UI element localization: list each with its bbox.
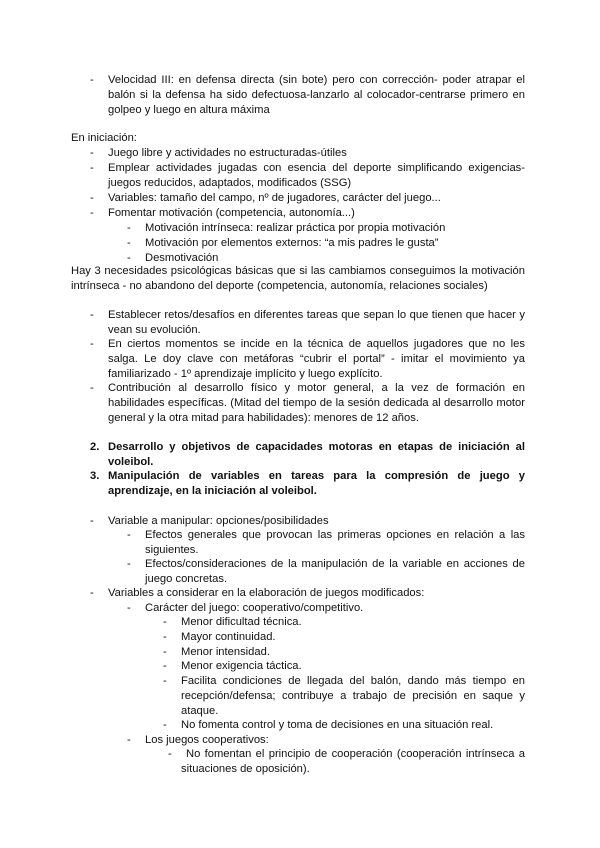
- bullet-dash: -: [127, 237, 131, 249]
- velocidad-iii-item: Velocidad III: en defensa directa (sin bote) pero con corrección- poder atrapar el balón si la defensa ha sido defectuosa-lanzarlo al colocador-centrarse primero en golpeo y luego en altura máxima: [108, 74, 525, 116]
- necesidades-paragraph: Hay 3 necesidades psicológicas básicas que si las cambiamos conseguimos la motivación intrínseca - no abandono del deporte (competencia, autonomía, relaciones sociales): [71, 265, 525, 292]
- iniciacion-item: Variables: tamaño del campo, nº de jugadores, carácter del juego...: [108, 192, 441, 204]
- bullet-dash: -: [90, 207, 94, 219]
- motivacion-subitem: Motivación intrínseca: realizar práctica por propia motivación: [145, 222, 446, 234]
- bullet-dash: -: [90, 162, 94, 174]
- considerar-item: Variables a considerar en la elaboración de juegos modificados:: [108, 587, 425, 599]
- block2-item: Establecer retos/desafíos en diferentes tareas que sepan lo que tienen que hacer y vean su evolución.: [108, 309, 525, 336]
- bullet-dash: -: [127, 529, 131, 541]
- iniciacion-item: Juego libre y actividades no estructuradas-útiles: [108, 147, 347, 159]
- variable-item: Variable a manipular: opciones/posibilidades: [108, 515, 329, 527]
- bullet-dash: -: [90, 74, 94, 86]
- caracter-subitem: Mayor continuidad.: [181, 631, 276, 643]
- bullet-dash: -: [163, 719, 167, 731]
- caracter-subitem: No fomenta control y toma de decisiones en una situación real.: [181, 719, 494, 731]
- bullet-dash: -: [90, 309, 94, 321]
- bullet-dash: -: [127, 558, 131, 570]
- motivacion-subitem: Desmotivación: [145, 252, 219, 264]
- bullet-dash: -: [163, 660, 167, 672]
- bullet-dash: -: [90, 587, 94, 599]
- bullet-dash: -: [163, 675, 167, 687]
- bullet-dash: -: [127, 222, 131, 234]
- variable-subitem: Efectos generales que provocan las primeras opciones en relación a las siguientes.: [145, 529, 525, 556]
- caracter-subitem: Menor exigencia táctica.: [181, 660, 302, 672]
- iniciacion-item: Emplear actividades jugadas con esencia del deporte simplificando exigencias-juegos reducidos, adaptados, modificados (SSG): [108, 162, 525, 189]
- caracter-subitem: Menor intensidad.: [181, 646, 270, 658]
- block2-item: Contribución al desarrollo físico y motor general, a la vez de formación en habilidades específicas. (Mitad del tiempo de la sesión dedicada al desarrollo motor general y la otra mitad para habilidades): menores de 12 años.: [108, 382, 525, 424]
- bullet-dash: -: [163, 616, 167, 628]
- bullet-dash: -: [163, 646, 167, 658]
- section-number: 2.: [90, 441, 100, 453]
- bullet-dash: -: [90, 338, 94, 350]
- bullet-dash: -: [163, 631, 167, 643]
- bullet-dash: -: [90, 147, 94, 159]
- bullet-dash: -: [90, 515, 94, 527]
- iniciacion-heading: En iniciación:: [71, 132, 137, 144]
- cooperativos-item: Los juegos cooperativos:: [145, 734, 269, 746]
- caracter-subitem: Menor dificultad técnica.: [181, 616, 302, 628]
- section-heading: Manipulación de variables en tareas para la compresión de juego y aprendizaje, en la iniciación al voleibol.: [108, 470, 525, 497]
- bullet-dash: -: [127, 252, 131, 264]
- iniciacion-item: Fomentar motivación (competencia, autonomía...): [108, 207, 355, 219]
- section-number: 3.: [90, 470, 100, 482]
- motivacion-subitem: Motivación por elementos externos: “a mis padres le gusta”: [145, 237, 439, 249]
- bullet-dash: -: [90, 382, 94, 394]
- variable-subitem: Efectos/consideraciones de la manipulación de la variable en acciones de juego concretas.: [145, 558, 525, 585]
- bullet-dash: -: [127, 602, 131, 614]
- section-heading: Desarrollo y objetivos de capacidades motoras en etapas de iniciación al voleibol.: [108, 441, 525, 468]
- caracter-subitem: Facilita condiciones de llegada del balón, dando más tiempo en recepción/defensa; contribuye a trabajo de precisión en saque y ataque.: [181, 675, 525, 717]
- bullet-dash: -: [127, 734, 131, 746]
- bullet-dash: -: [168, 748, 172, 760]
- caracter-item: Carácter del juego: cooperativo/competitivo.: [145, 602, 364, 614]
- cooperativos-subitem: No fomentan el principio de cooperación (cooperación intrínseca a situaciones de oposición).: [181, 748, 525, 775]
- block2-item: En ciertos momentos se incide en la técnica de aquellos jugadores que no les salga. Le doy clave con metáforas “cubrir el portal” - imitar el movimiento ya familiarizado - 1º aprendizaje implícito y luego explícito.: [108, 338, 525, 380]
- bullet-dash: -: [90, 192, 94, 204]
